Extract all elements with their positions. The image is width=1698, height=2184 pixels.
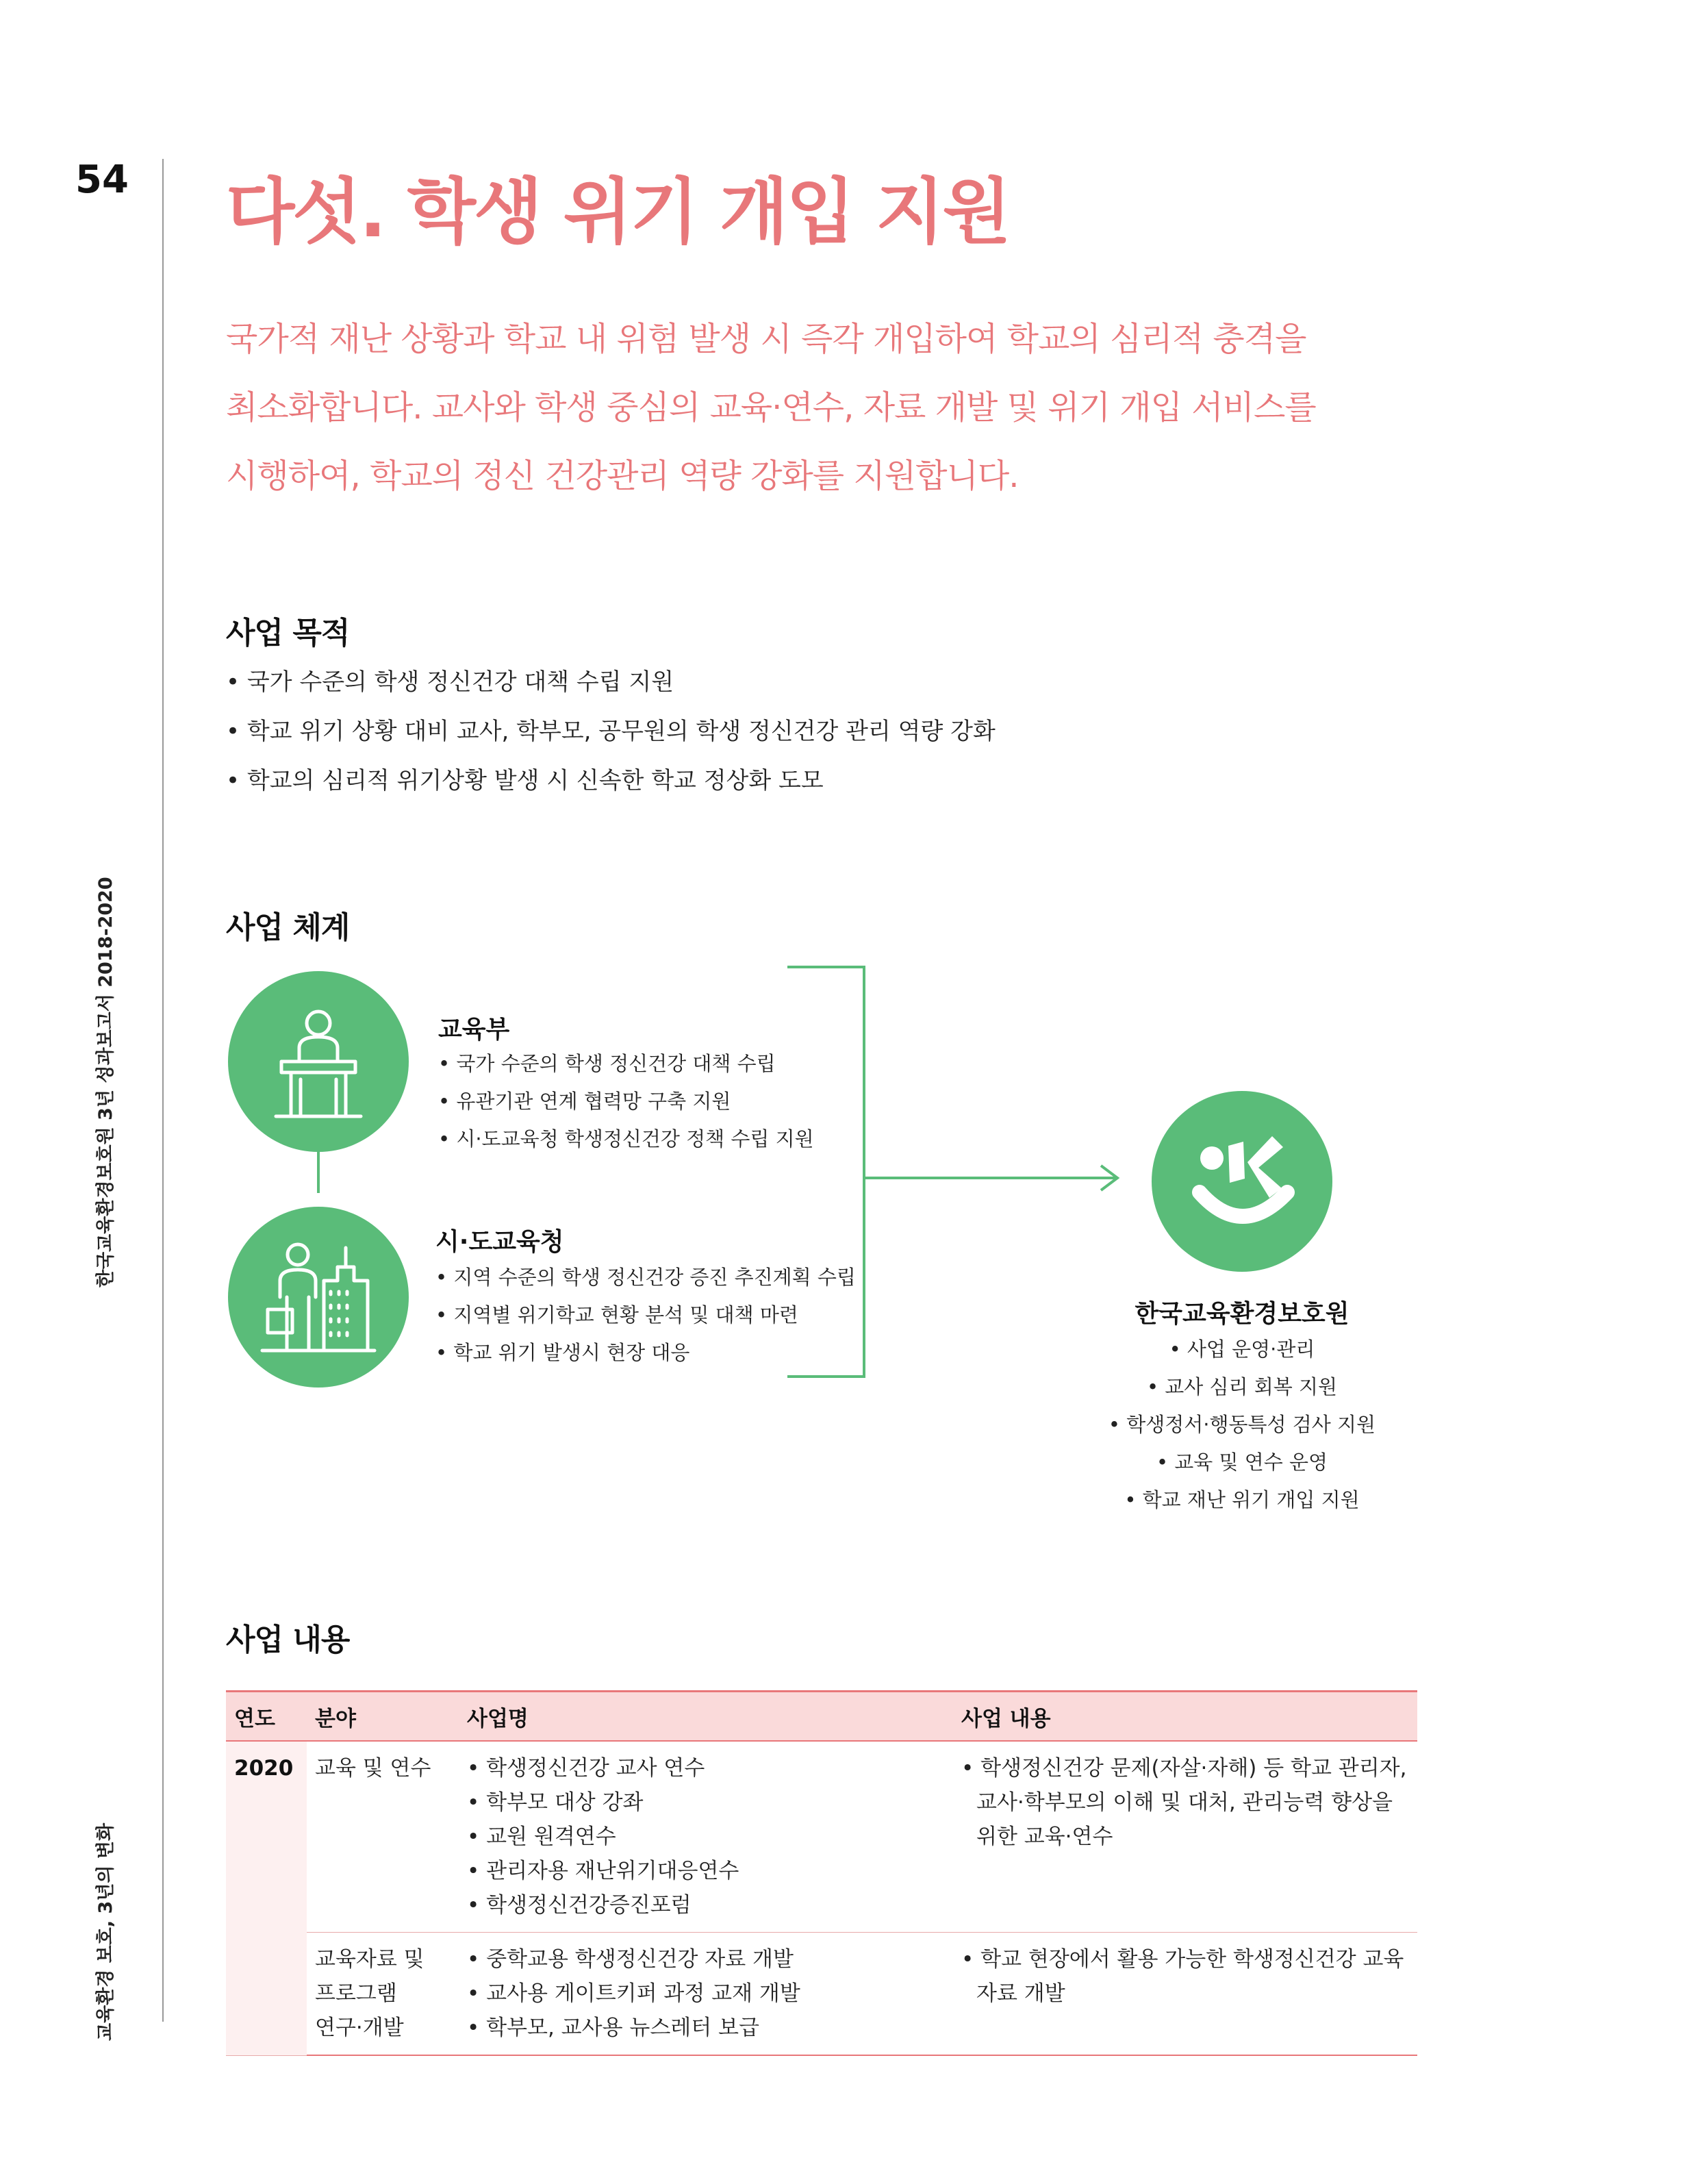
purpose-item: • 학교 위기 상황 대비 교사, 학부모, 공무원의 학생 정신건강 관리 역량 강화 (226, 718, 996, 745)
intro-line: 시행하여, 학교의 정신 건강관리 역량 강화를 지원합니다. (226, 457, 1019, 495)
city-worker-icon (228, 1207, 409, 1388)
page-title: 다섯. 학생 위기 개입 지원 (226, 170, 1009, 253)
name-item: • 학부모 대상 강좌 (467, 1790, 644, 1815)
keep-logo-icon (1152, 1091, 1332, 1272)
name-item: • 학부모, 교사용 뉴스레터 보급 (467, 2016, 759, 2040)
ministry-circle (228, 971, 409, 1152)
field-line: 교육 및 연수 (315, 1756, 431, 1781)
agency-circle (1152, 1091, 1332, 1272)
office-title: 시·도교육청 (435, 1228, 564, 1256)
desc-line: • 학생정신건강 문제(자살·자해) 등 학교 관리자, (961, 1756, 1407, 1781)
name-item: • 관리자용 재난위기대응연수 (467, 1859, 739, 1883)
name-item: • 학생정신건강 교사 연수 (467, 1756, 705, 1781)
desc-line: • 학교 현장에서 활용 가능한 학생정신건강 교육 (961, 1947, 1404, 1972)
header-year: 연도 (226, 1692, 307, 1742)
desc-line: 자료 개발 (976, 1981, 1065, 2006)
table-row (226, 1933, 1417, 2056)
business-table (226, 1690, 1417, 2056)
agency-item: • 교육 및 연수 운영 (1156, 1451, 1328, 1474)
names-cell (459, 1741, 953, 1933)
office-item: • 지역 수준의 학생 정신건강 증진 추진계획 수립 (435, 1266, 856, 1289)
field-cell (307, 1741, 459, 1933)
name-item: • 학생정신건강증진포럼 (467, 1893, 692, 1918)
field-line: 프로그램 (315, 1981, 397, 2006)
side-caption-section: 교육환경 보호, 3년의 변화 (95, 1822, 116, 2041)
office-list (435, 1259, 856, 1372)
name-item: • 중학교용 학생정신건강 자료 개발 (467, 1947, 794, 1972)
field-line: 연구·개발 (315, 2016, 404, 2040)
system-heading: 사업 체계 (226, 910, 350, 945)
page-number: 54 (75, 158, 129, 202)
desc-line: 위한 교육·연수 (976, 1824, 1113, 1849)
office-item: • 지역별 위기학교 현황 분석 및 대책 마련 (435, 1303, 798, 1327)
ministry-item: • 시·도교육청 학생정신건강 정책 수립 지원 (438, 1127, 814, 1151)
desc-line: 교사·학부모의 이해 및 대처, 관리능력 향상을 (976, 1790, 1393, 1815)
name-item: • 교원 원격연수 (467, 1824, 616, 1849)
purpose-item: • 국가 수준의 학생 정신건강 대책 수립 지원 (226, 668, 674, 696)
field-cell (307, 1933, 459, 2056)
header-desc: 사업 내용 (953, 1692, 1417, 1742)
podium-speaker-icon (228, 971, 409, 1152)
purpose-item: • 학교의 심리적 위기상황 발생 시 신속한 학교 정상화 도모 (226, 767, 824, 794)
ministry-item: • 유관기관 연계 협력망 구축 지원 (438, 1090, 731, 1113)
agency-item: • 학교 재난 위기 개입 지원 (1124, 1488, 1360, 1511)
agency-list (1071, 1331, 1413, 1519)
year-cell (226, 1741, 307, 2055)
office-item: • 학교 위기 발생시 현장 대응 (435, 1341, 690, 1364)
header-field: 분야 (307, 1692, 459, 1742)
ministry-list (438, 1045, 814, 1158)
name-item: • 교사용 게이트키퍼 과정 교재 개발 (467, 1981, 800, 2006)
table-row (226, 1741, 1417, 1933)
agency-item: • 학생정서·행동특성 검사 지원 (1108, 1413, 1376, 1436)
header-name: 사업명 (459, 1692, 953, 1742)
office-circle (228, 1207, 409, 1388)
content-heading: 사업 내용 (226, 1622, 350, 1657)
agency-item: • 사업 운영·관리 (1169, 1338, 1315, 1361)
intro-line: 국가적 재난 상황과 학교 내 위험 발생 시 즉각 개입하여 학교의 심리적 충격을 (226, 320, 1306, 358)
desc-cell (953, 1741, 1417, 1933)
desc-cell (953, 1933, 1417, 2056)
agency-item: • 교사 심리 회복 지원 (1146, 1375, 1338, 1398)
intro-line: 최소화합니다. 교사와 학생 중심의 교육·연수, 자료 개발 및 위기 개입 서비스를 (226, 388, 1316, 427)
year-value: 2020 (234, 1756, 294, 1781)
purpose-heading: 사업 목적 (226, 616, 350, 651)
ministry-title: 교육부 (438, 1016, 510, 1044)
names-cell (459, 1933, 953, 2056)
table-header-row (226, 1692, 1417, 1742)
field-line: 교육자료 및 (315, 1947, 424, 1972)
side-caption-report: 한국교육환경보호원 3년 성과보고서 2018-2020 (95, 877, 116, 1288)
agency-title: 한국교육환경보호원 (1135, 1300, 1349, 1328)
ministry-item: • 국가 수준의 학생 정신건강 대책 수립 (438, 1052, 776, 1075)
